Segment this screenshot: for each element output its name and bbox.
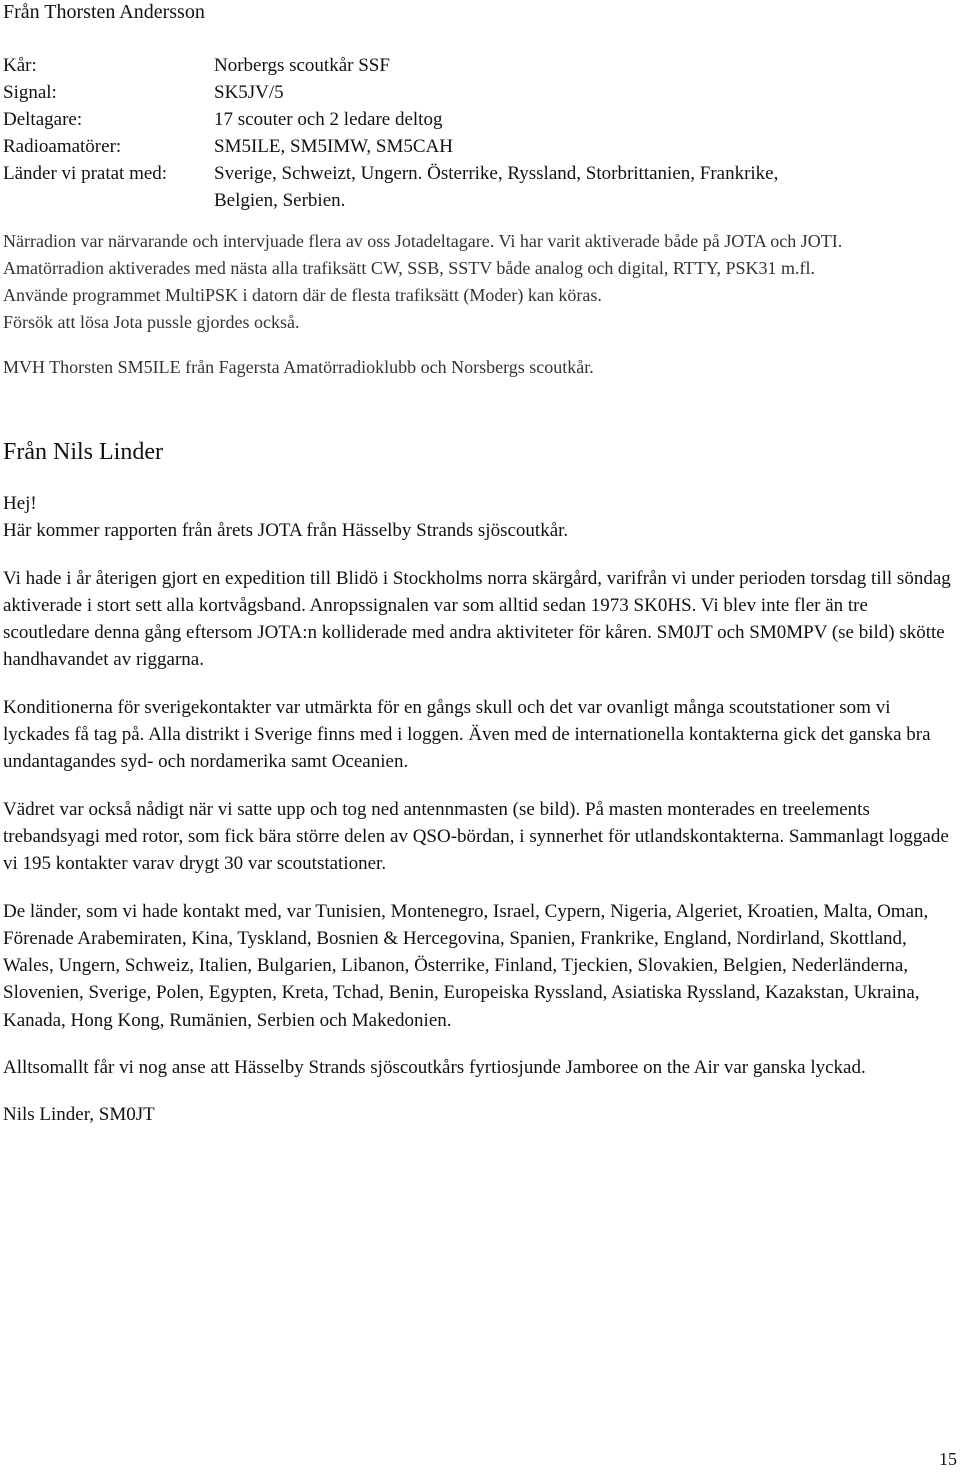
document-page	[3, 0, 955, 1129]
section-thorsten	[3, 0, 955, 381]
info-row-signal	[3, 79, 955, 106]
info-row-radioamatorer	[3, 133, 955, 160]
info-label: Signal:	[3, 82, 57, 103]
info-row-kar	[3, 52, 955, 79]
info-value-continued: Belgien, Serbien.	[214, 190, 346, 211]
info-label: Deltagare:	[3, 109, 83, 130]
info-value: Norbergs scoutkår SSF	[214, 55, 390, 76]
info-value: SM5ILE, SM5IMW, SM5CAH	[214, 136, 453, 157]
intro-line: Här kommer rapporten från årets JOTA från Hässelby Strands sjöscoutkår.	[3, 520, 569, 542]
info-row-lander	[3, 160, 955, 187]
info-table	[3, 52, 955, 214]
paragraph-amatorradion: Amatörradion aktiverades med nästa alla trafiksätt CW, SSB, SSTV både analog och digital, RTTY, PSK31 m.fl.	[3, 258, 815, 278]
info-value: 17 scouter och 2 ledare deltog	[214, 109, 443, 130]
page-number: 15	[939, 1449, 957, 1469]
paragraph-signoff: MVH Thorsten SM5ILE från Fagersta Amatörradioklubb och Norsbergs scoutkår.	[3, 357, 594, 377]
info-label: Länder vi pratat med:	[3, 163, 168, 184]
section-nils	[3, 437, 955, 1129]
info-value: SK5JV/5	[214, 82, 284, 103]
signature: Nils Linder, SM0JT	[3, 1104, 155, 1126]
paragraph-multipsk: Använde programmet MultiPSK i datorn där de flesta trafiksätt (Moder) kan köras.	[3, 285, 602, 305]
section-heading: Från Thorsten Andersson	[3, 1, 205, 23]
paragraph-expedition: Vi hade i år återigen gjort en expedition till Blidö i Stockholms norra skärgård, varifrån vi under perioden torsdag till söndag aktiverade i stort sett alla kortvågsband. Anropssignalen var som alltid sedan 1973 SK0HS. Vi blev inte fler än tre scoutledare denna gång eftersom JOTA:n kolliderade med andra aktiviteter för kåren. SM0JT och SM0MPV (se bild) skötte handhavandet av riggarna.	[3, 567, 951, 671]
paragraph-konditioner: Konditionerna för sverigekontakter var utmärkta för en gångs skull och det var ovanligt många scoutstationer som vi lyckades få tag på. Alla distrikt i Sverige finns med i loggen. Även med de internationella kontakterna gick det ganska bra undantagandes syd- och nordamerika samt Oceanien.	[3, 696, 931, 773]
section-heading: Från Nils Linder	[3, 439, 163, 465]
paragraph-summary: Alltsomallt får vi nog anse att Hässelby Strands sjöscoutkårs fyrtiosjunde Jamboree on the Air var ganska lyckad.	[3, 1057, 866, 1079]
info-label: Radioamatörer:	[3, 136, 122, 157]
paragraph-narradion: Närradion var närvarande och intervjuade flera av oss Jotadeltagare. Vi har varit aktiverade både på JOTA och JOTI.	[3, 231, 843, 251]
paragraph-vadret: Vädret var också nådigt när vi satte upp och tog ned antennmasten (se bild). På masten monterades en treelements trebandsyagi med rotor, som fick bära större delen av QSO-bördan, i synnerhet för utlandskontakterna. Sammanlagt loggade vi 195 kontakter varav drygt 30 var scoutstationer.	[3, 798, 949, 875]
paragraph-lander: De länder, som vi hade kontakt med, var Tunisien, Montenegro, Israel, Cypern, Nigeria, Algeriet, Kroatien, Malta, Oman, Förenade Arabemiraten, Kina, Tyskland, Bosnien & Hercegovina, Spanien, Frankrike, England, Nordirland, Skottland, Wales, Ungern, Schweiz, Italien, Bulgarien, Libanon, Österrike, Finland, Tjeckien, Slovakien, Belgien, Nederländerna, Slovenien, Sverige, Polen, Egypten, Kreta, Tchad, Benin, Europeiska Ryssland, Asiatiska Ryssland, Kazakstan, Ukraina, Kanada, Hong Kong, Rumänien, Serbien och Makedonien.	[3, 900, 929, 1031]
info-row-deltagare	[3, 106, 955, 133]
info-label: Kår:	[3, 55, 37, 76]
greeting: Hej!	[3, 493, 37, 514]
paragraph-pussle: Försök att lösa Jota pussle gjordes också.	[3, 312, 300, 332]
info-value: Sverige, Schweizt, Ungern. Österrike, Ryssland, Storbrittanien, Frankrike,	[214, 163, 779, 184]
